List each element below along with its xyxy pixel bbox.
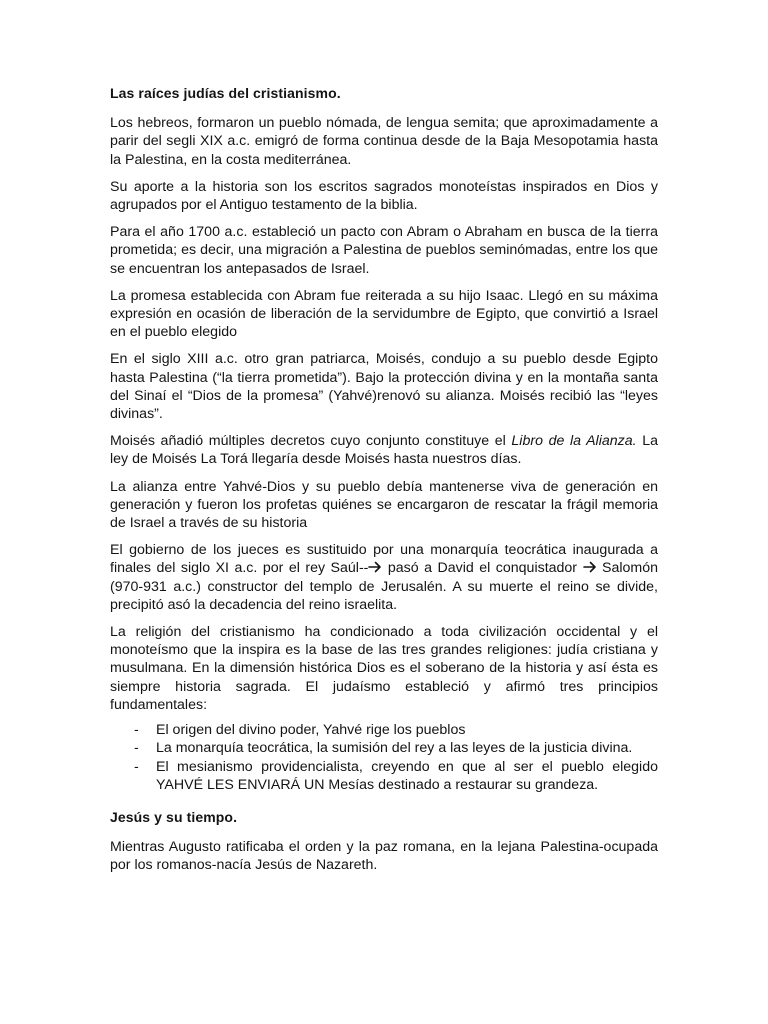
libro-alianza-italic: Libro de la Alianza. <box>511 433 637 450</box>
paragraph-jueces <box>110 541 658 614</box>
list-item <box>110 758 658 794</box>
document-title: Las raíces judías del cristianismo. <box>110 85 341 101</box>
arrow-right-icon <box>368 561 382 573</box>
libro-alianza-text-after: La ley de Moisés La Torá llegaría desde Moisés hasta nuestros días. <box>110 433 658 468</box>
paragraph-moises: En el siglo XIII a.c. otro gran patriarca, Moisés, condujo a su pueblo desde Egipto hasta Palestina (“la tierra prometida”). Bajo la protección divina y en la montaña santa del Sinaí el “Dios de la promesa” (Yahvé)renovó su alianza. Moisés recibió las “leyes divinas”. <box>110 351 658 423</box>
jueces-text-1: El gobierno de los jueces es sustituido por una monarquía teocrática inaugurada a finales del siglo XI a.c. por el rey Saúl-- <box>110 542 658 577</box>
list-item-text: El mesianismo providencialista, creyendo en que al ser el pueblo elegido YAHVÉ LES ENVIARÁ UN Mesías destinado a restaurar su grandeza. <box>156 758 658 793</box>
list-item-text: El origen del divino poder, Yahvé rige los pueblos <box>156 722 466 739</box>
paragraph-abraham: Para el año 1700 a.c. estableció un pacto con Abram o Abraham en busca de la tierra prometida; es decir, una migración a Palestina de pueblos seminómadas, entre los que se encuentran los antepasados de Israel. <box>110 224 658 277</box>
list-item <box>110 721 658 739</box>
section-subtitle: Jesús y su tiempo. <box>110 808 238 825</box>
paragraph-libro-alianza <box>110 432 658 468</box>
paragraph-religion: La religión del cristianismo ha condicionado a toda civilización occidental y el monoteísmo que la inspira es la base de las tres grandes religiones: judía cristiana y musulmana. En la dimensión histórica Dios es el soberano de la historia y así ésta es siempre historia sagrada. El judaísmo estableció y afirmó tres principios fundamentales: <box>110 624 658 713</box>
document-page <box>110 84 658 884</box>
paragraph-hebreos: Los hebreos, formaron un pueblo nómada, de lengua semita; que aproximadamente a parir del segli XIX a.c. emigró de forma continua desde de la Baja Mesopotamia hasta la Palestina, en la costa mediterránea. <box>110 115 658 168</box>
bullet-dash: - <box>134 758 139 775</box>
jueces-text-3: Salomón (970-931 a.c.) constructor del templo de Jerusalén. A su muerte el reino se divide, precipitó asó la decadencia del reino israelita. <box>110 560 659 613</box>
list-item <box>110 739 658 757</box>
paragraph-aporte: Su aporte a la historia son los escritos sagrados monoteístas inspirados en Dios y agrupados por el Antiguo testamento de la biblia. <box>110 178 658 214</box>
paragraph-isaac: La promesa establecida con Abram fue reiterada a su hijo Isaac. Llegó en su máxima expresión en ocasión de liberación de la servidumbre de Egipto, que convirtió a Israel en el pueblo elegido <box>110 287 658 341</box>
principles-list <box>110 721 658 794</box>
paragraph-alianza: La alianza entre Yahvé-Dios y su pueblo debía mantenerse viva de generación en generación y fueron los profetas quiénes se encargaron de rescatar la frágil memoria de Israel a través de su historia <box>110 478 658 532</box>
bullet-dash: - <box>134 740 139 757</box>
arrow-right-icon <box>583 561 597 573</box>
list-item-text: La monarquía teocrática, la sumisión del rey a las leyes de la justicia divina. <box>156 740 633 757</box>
libro-alianza-text-before: Moisés añadió múltiples decretos cuyo conjunto constituye el <box>110 433 512 450</box>
bullet-dash: - <box>134 722 139 739</box>
jueces-text-2: pasó a David el conquistador <box>382 560 583 577</box>
paragraph-augusto: Mientras Augusto ratificaba el orden y la paz romana, en la lejana Palestina-ocupada por los romanos-nacía Jesús de Nazareth. <box>110 839 658 874</box>
